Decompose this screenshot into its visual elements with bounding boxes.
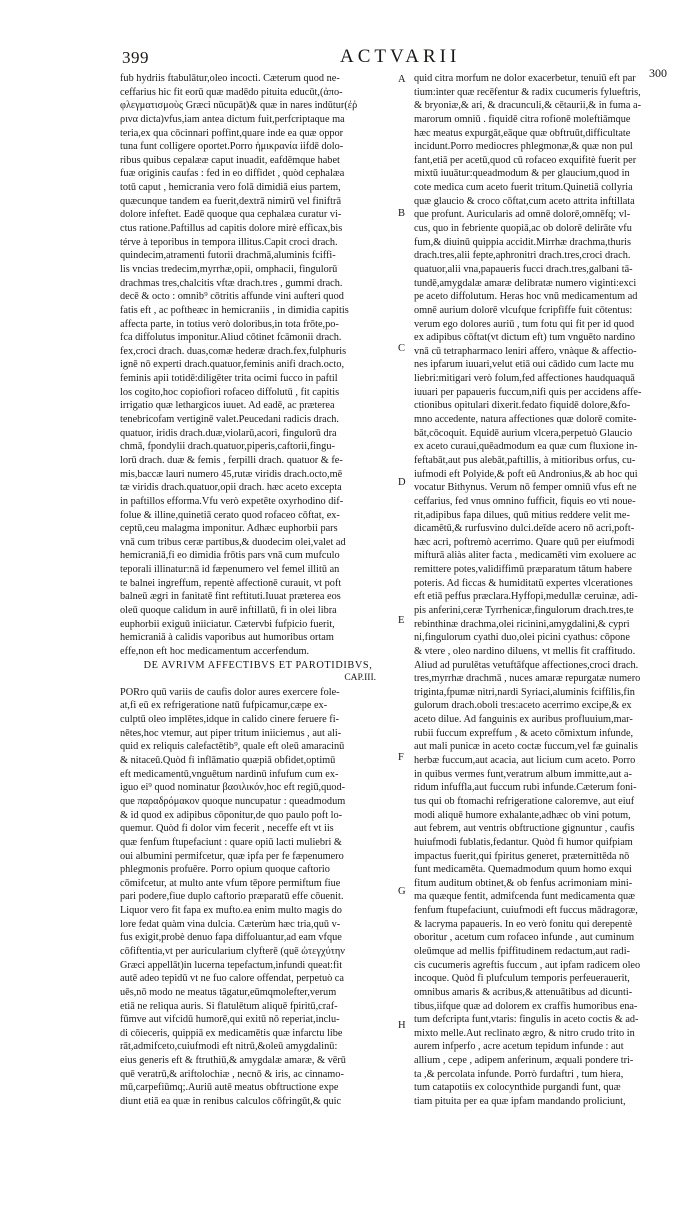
left-column-line: tenebricofam vertiginē valet.Peucedani radicis drach.	[120, 414, 339, 426]
left-column-line: pari podere,fiue duplo caftorio præparatū effe cōuenit.	[120, 891, 344, 903]
right-column-line: omnē aurium dolorē vlcufque fcripfiffe fuit cōtentus:	[414, 304, 633, 316]
right-column-line: ex aceto curaui,quēadmodum ea quæ cum fluxione in-	[414, 441, 638, 453]
right-column-line: huiufmodi fublatis,fedantur. Quòd fi humor quifpiam	[414, 836, 633, 848]
right-column-line: mno accedente, natura affectiones quæ dolorē comite-	[414, 414, 637, 426]
right-column-line: cus, quo in febriente quopiā,ac ob dolorē delirāte vfu	[414, 223, 632, 235]
margin-marker-c: C	[398, 343, 406, 354]
margin-marker-h: H	[398, 1020, 406, 1031]
left-column-line: ceptū,ceu malagma imponitur. Adhæc euphorbii pars	[120, 523, 338, 535]
right-column-line: ceffarius, fed vnus omnino fufficit, fiquis eo vti noue-	[414, 495, 636, 507]
margin-marker-b: B	[398, 208, 406, 219]
right-column-line: verum ego dolores auriū , tum fotu qui fit per id quod	[414, 318, 635, 330]
left-column-line: diunt etiā ea quæ in renibus calculos cōfringūt,& quic	[120, 1096, 342, 1108]
right-column-line: tiam pituita per ea quæ ipfam mandando proliciunt,	[414, 1096, 626, 1108]
right-column-line: quid citra morfum ne dolor exacerbetur, tenuiū eft par	[414, 73, 636, 84]
right-column-line: aurem infperfo , acre acetum tepidum infunde : aut	[414, 1041, 624, 1053]
left-column-line: chmā, fpondylii drach.quatuor,piperis,caftorii,fingu-	[120, 441, 335, 453]
left-column-line: feminis apii totidē:diligēter trita ocimi fucco in paftil	[120, 373, 338, 385]
right-column-line: rubii fuccum expreffum , & aceto cōmixtum infunde,	[414, 727, 634, 739]
left-column-line: PORro quū variis de caufis dolor aures exercere fole-	[120, 686, 340, 698]
left-column-line: CAP.III.	[344, 673, 376, 684]
left-column-line: dolore infeftet. Eadē quoque qua cephalæa curatur vi-	[120, 209, 342, 221]
right-column-line: oleūmque ad mellis fpiffitudinem redactum,aut radi-	[414, 946, 630, 957]
right-column-line: mixto melle.Aut reclinato ægro, & nitro crudo trito in	[414, 1027, 635, 1039]
page-number-right: 300	[649, 66, 667, 80]
right-column-line: herbæ fuccum,aut acacia, aut licium cum aceto. Porro	[414, 755, 636, 767]
right-column-line: drach.tres,alii fepte,aphronitri drach.tres,croci drach.	[414, 250, 631, 262]
right-column-line: ex adipibus cōftat(vt dictum eft) tum vnguēto nardino	[414, 332, 636, 344]
left-column-line: fuæ originis caufas : fed in eo diffidet , quòd cephalæa	[120, 168, 345, 180]
right-column-line: modi aliquē humore exhalante,adhæc ob vini potum,	[414, 809, 631, 821]
left-column-line: fus exigit,probè denuo fapa diffoluantur,ad eam vfque	[120, 932, 342, 944]
left-column-line: phlegmonis profuēre. Porro opium quoque caftorio	[120, 864, 330, 876]
left-column-line: lorū drach. duæ & femis , ferpilli drach. quatuor & fe-	[120, 454, 343, 466]
left-column-line: eft medicamentū,vnguētum nardinū infufum cum ex-	[120, 768, 339, 780]
left-column-line: affecta parte, in totius verò doloribus,in tota frōte,po-	[120, 318, 339, 330]
right-column-line: impactus fuerit,qui fpiritus generet, præternittēda nō	[414, 850, 630, 862]
left-column-line: teporali illinatur:nā id fæpenumero vel femel illitū an	[120, 564, 340, 576]
right-column-line: feftabāt,aut pus alebāt,paftillis, à mitioribus orfus, cu-	[414, 454, 636, 466]
left-column-line: Liquor vero fit fapa ex mufto.ea enim multo magis do	[120, 905, 342, 917]
right-column-line: hæc acri, poftremò acerrimo. Quare quū per eiufmodi	[414, 536, 635, 548]
left-column-line: oui albumini permifcetur, quæ ipfa per fe fæpenumero	[120, 850, 344, 862]
left-column-line: te balnei ingreffum, repentè affectionē curauit, vt poft	[120, 577, 342, 589]
left-column-line: autē adeo tepidū vt ne fuo calore offendat, perpetuò ca	[120, 973, 344, 985]
left-column-line: lis vncias tredecim,myrrhæ,opii, omphacii, fingulorū	[120, 263, 338, 275]
left-column-line: fex,croci drach. duas,comæ hederæ drach.fex,fulphuris	[120, 345, 347, 357]
right-column-line: tundē,amygdalæ amaræ delibratæ numero viginti:exci	[414, 277, 637, 289]
page-number-left: 399	[122, 48, 149, 67]
left-column-line: ribus quibus cepalææ caput inuadit, eafdēmque habet	[120, 154, 340, 166]
right-column-line: fitum auditum obtinet,& ob fenfus acrimoniam mini-	[414, 877, 633, 889]
left-column-line: quæ fenfum ftupefaciunt : quare opiū lacti muliebri &	[120, 836, 342, 848]
right-column-line: fant,etiā per acetū,quod cū rofaceo exquifitè fuerit per	[414, 154, 637, 166]
left-column-line: fūmve aut vifcidū humorē,qui exitū nō reperiat,inclu-	[120, 1014, 340, 1026]
right-column-line: iuuari per papaueris fuccum,nifi quis per accidens affe-	[414, 386, 642, 398]
right-column-line: tibus,iifque quæ ad dolorem ex craffis humoribus ena-	[414, 1000, 638, 1012]
right-column-line: & bryoniæ,& ari, & dracunculi,& cētaurii,& in fuma a-	[414, 100, 642, 112]
left-column-line: totū caput , hemicrania vero folā dimidiā eius partem,	[120, 182, 341, 194]
right-column-line: mixtū iuuātur:queadmodum & per glaucium,quod in	[414, 168, 630, 180]
left-column-line: ignē nō experti drach.quatuor,feminis anifi drach.octo,	[120, 359, 345, 371]
right-column-line: ctionibus opitulari dixerit.fedato fiquidē dolore,&fo-	[414, 400, 631, 412]
left-column-line: di cōieceris, quippiā ex medicamētis quæ infarctu libe	[120, 1027, 343, 1039]
right-column-line: triginta,fpumæ nitri,nardi Syriaci,aluminis fciffilis,fin	[414, 686, 635, 698]
right-column-line: ma quæque fentit, admifcenda funt medicamenta quæ	[414, 891, 636, 903]
right-column-line: incoque. Quòd fi plufculum temporis perfeuerauerit,	[414, 973, 630, 985]
left-column-line: drachmas tres,chalcitis vftæ drach.tres , gummi drach.	[120, 277, 343, 289]
right-column-line: incidunt.Porro mediocres phlegmonæ,& quæ non pul	[414, 141, 633, 153]
right-column-line: tum defcripta funt,vtaris: fingulis in aceto coctis & ad-	[414, 1014, 639, 1026]
left-column-line: hemicraniā,fi eo dimidia frōtis pars vnā cum mufculo	[120, 550, 340, 562]
right-column-line: quatuor,alii vna,papaueris fucci drach.tres,galbani tā-	[414, 263, 633, 275]
left-column-line: irrigatio quæ lethargicos iuuet. Ad eadē, ac præterea	[120, 400, 335, 412]
left-column-line: at,fi eū ex refrigeratione natū fufpicamur,cæpe ex-	[120, 700, 328, 712]
right-column-line: hæc meatus expurgāt,eāque quæ obftruūt,difficultate	[414, 127, 631, 139]
right-column-line: bāt,cōcoquit. Equidē aurium vlcera,perpetuò Glaucio	[414, 427, 633, 439]
right-column-line: ta ,& percolata infunde. Porrò furdaftri , tum hiera,	[414, 1068, 624, 1080]
right-column-line: tum catapotiis ex colocynthide purgandi funt, quæ	[414, 1082, 621, 1094]
left-column-line: & id quod ex adipibus cōponitur,de quo paulo poft lo-	[120, 809, 343, 821]
right-column-line: aut mali punicæ in aceto coctæ fuccum,vel fæ guinalis	[414, 741, 638, 753]
left-column-line: los cogito,hoc copiofiori rofaceo diffolutū , fit capitis	[120, 386, 340, 398]
left-column-line: culptū oleo implētes,idque in calido cinere feruere fi-	[120, 714, 340, 726]
left-column-line: DE AVRIVM AFFECTIBVS ET PAROTIDIBVS,	[143, 659, 373, 671]
margin-marker-a: A	[398, 74, 406, 85]
left-column-line: eius generis eft & ftruthiū,& amygdalæ amaræ, & vērū	[120, 1055, 346, 1067]
right-column-line: pis anferini,ceræ Tyrrhenicæ,fingulorum drach.tres,te	[414, 604, 634, 616]
left-column-line: fub hydriis ftabulātur,oleo incocti. Cæterum quod ne-	[120, 73, 340, 84]
left-column-line: etiā ne reliqua auris. Si flatulētum aliquē fpiritū,craf-	[120, 1000, 338, 1012]
left-column-line: lore fedat quàm vina dulcia. Cæterùm hæc tria,quū v-	[120, 918, 341, 930]
left-column-line: fca diffolutus imponitur.Aliud cōtinet fcāmonii drach.	[120, 332, 342, 344]
right-column-line: iufmodi eft Polyide,& poft eū Andronius,& ab hoc qui	[414, 468, 638, 480]
left-column-line: vnā cum tribus ceræ partibus,& duodecim olei,valet ad	[120, 536, 346, 548]
left-column-line: cōmifcetur, at multo ante vfum tēpore permiftum fiue	[120, 877, 341, 889]
left-column-line: teria,ex qua cōcinnari poffint,quare inde ea quæ oppor	[120, 127, 344, 139]
right-column-line: marorum omniū . fiquidē citra rofionē moleftiāmque	[414, 113, 631, 125]
left-column-line: quæcunque tandem ea fuerit,dextrā nimirū vel finiftrā	[120, 195, 342, 207]
left-column-line: tuna funt colligere oportet.Porro ἡμικρανία iifdē dolo-	[120, 141, 344, 153]
left-column-line: quindecim,atramenti futorii drachmā,aluminis fciffi-	[120, 250, 336, 262]
right-column-line: cote medica cum aceto fuerit tritum.Quinetiā collyria	[414, 182, 633, 194]
left-column-line: balneū ægri in fanitatē fint reftituti.Iuuat præterea eos	[120, 591, 341, 603]
right-column-line: & vtere , oleo nardino diluens, vt mellis fit craffitudo.	[414, 645, 636, 657]
left-column-line: mū,carpefiūmq;.Auriū autē meatus obftructione expe	[120, 1082, 339, 1094]
right-column-line: Aliud ad purulētas vetuftāfque affectiones,croci drach.	[414, 659, 639, 671]
left-text-column	[120, 72, 396, 1109]
left-column-line: nētes,hoc vtemur, aut piper tritum iniiciemus , aut ali-	[120, 727, 342, 739]
right-column-line: fenfum ftupefaciunt, cuiufmodi eft fuccus mādragoræ,	[414, 905, 638, 917]
right-column-line: aut febrem, aut ventris obftructione gignuntur , caufis	[414, 823, 635, 835]
left-column-line: uēs,nō modo ne meatus tāgatur,eūmqmolefter,verum	[120, 986, 337, 998]
right-column-line: ridum infuffla,aut fuccum rubi infunde.Cæterum foni-	[414, 782, 637, 794]
left-column-line: que παραδρόμακον quoque nuncupatur : queadmodum	[120, 795, 346, 807]
left-column-line: fatis eft , ac poftheæc in hemicraniis , in dimidia capitis	[120, 304, 349, 316]
left-column-line: Græci appellāt)in lucerna tepefactum,infundi queat:fit	[120, 959, 343, 971]
right-column-line: tus qui ob ftomachi refrigeratione caloremve, aut eiuf	[414, 795, 635, 807]
right-column-line: dicamētū,& rurfusvino dulci.deīde acero nō acri,poft-	[414, 523, 635, 535]
left-column-line: hemicraniā à calidis vaporibus aut humoribus ortam	[120, 632, 334, 644]
right-column-line: remittere potes,validiffimū præparatum tātum habere	[414, 564, 632, 576]
right-column-line: nes ipfarum iuuari,velut etiā oui cādido cum lacte mu	[414, 359, 634, 371]
right-column-line: que profunt. Auricularis ad omnē dolorē,omnēfq; vl-	[414, 209, 631, 221]
margin-marker-f: F	[398, 752, 404, 763]
right-column-line: tium:inter quæ recēfentur & radix cucumeris fylueftris,	[414, 86, 641, 98]
right-column-line: gulorum drach.oboli tres:aceto acerrimo excipe,& ex	[414, 700, 632, 712]
margin-marker-g: G	[398, 886, 406, 897]
right-column-line: tres,myrrhæ drachmā , nuces amaræ repurgatæ numero	[414, 673, 641, 685]
right-column-line: aceto dilue. Ad fanguinis ex auribus profluuium,mar-	[414, 714, 633, 726]
right-column-line: ni,fingulorum cyathi duo,olei picini cyathus: cōpone	[414, 632, 630, 644]
right-column-line: eft etiā peffus præclara.Hyffopi,medullæ ceruinæ, adi-	[414, 591, 638, 603]
right-column-line: fum,& diuinū quippia accidit.Mirrhæ drachma,thuris	[414, 236, 632, 248]
right-column-line: in quibus vermes funt,veratrum album immitte,aut a-	[414, 768, 632, 780]
right-column-line: quæ glaucio & croco cōftat,cum aceto attrita inftillata	[414, 195, 635, 207]
right-column-line: rit,adipibus fapa dilues, quū mitius reddere velit me-	[414, 509, 630, 521]
left-column-line: quē veratrū,& ariftolochiæ , necnō & iris, ac cinnamo-	[120, 1068, 344, 1080]
left-column-line: oleū quoque calidum in aurē inftillatū, fi in olei libra	[120, 604, 337, 616]
right-column-line: allium , cepe , adipem anferinum, æquali pondere tri-	[414, 1055, 634, 1067]
right-column-line: omnibus amaris & acribus,& attenuātibus ad dicunti-	[414, 986, 633, 998]
right-column-line: cis cucumeris agreftis fuccum , aut ipfam radicem oleo	[414, 959, 641, 971]
left-column-line: ctus ratione.Paftillus ad capitis dolore mirè efficax,bis	[120, 223, 343, 235]
right-column-line: & lacryma papaueris. In eo verò fonitu qui derepentè	[414, 918, 633, 930]
left-column-line: euphorbii exiguū iniiciatur. Cætervbi fufpicio fuerit,	[120, 618, 335, 630]
left-column-line: rāt,admifceto,cuiufmodi eft nitrū,&oleū amygdalinū:	[120, 1041, 338, 1053]
left-column-line: iguo ei⁹ quod nominatur βασιλικόν,hoc eft regiū,quod-	[120, 782, 346, 794]
left-column-line: mis,baccæ lauri numero 45,rutæ viridis drach.octo,mē	[120, 468, 343, 480]
running-title: ACTVARII	[340, 46, 461, 67]
left-column-line: quemur. Quòd fi dolor vim fecerit , neceffe eft vt iis	[120, 823, 334, 835]
margin-marker-e: E	[398, 615, 405, 626]
right-column-line: vocatur Bithynus. Verum nō femper omniū vfus eft ne	[414, 482, 637, 494]
right-column-line: pe aceto diffolutum. Heras hoc vnū medicamentum ad	[414, 291, 638, 303]
left-column-line: quid ex reliquis calefactētib⁹, quale eft oleū amaracinū	[120, 741, 345, 753]
left-column-line: quatuor, iridis drach.duæ,violarū,acori, fingulorū dra	[120, 427, 337, 439]
right-column-line: vnā cū tetrapharmaco leniri affero, vnàque & affectio-	[414, 345, 637, 357]
right-text-column	[414, 72, 684, 1109]
margin-marker-d: D	[398, 477, 406, 488]
right-column-line: poteris. Ad ficcas & humiditatū expertes vlcerationes	[414, 577, 633, 589]
left-column-line: ρινα dicta)vfus,iam antea dictum fuit,perfcriptaque ma	[120, 113, 345, 125]
right-column-line: funt medicamēta. Quemadmodum quum homo exqui	[414, 864, 632, 876]
left-column-line: cōfiftentia,vt per auricularium clyfterē (quē ὠτεγχύτην	[120, 946, 345, 957]
right-column-line: oboritur , acetum cum rofaceo infunde , aut cuminum	[414, 932, 635, 944]
left-column-line: φλεγματισμοὺς Græci nūcupāt)& quæ in nares indūtur(ἐῤ	[120, 100, 358, 112]
left-column-line: & nitaceū.Quòd fi inflāmatio quæpiā obfidet,optimū	[120, 755, 336, 767]
left-column-line: effe,non eft hoc medicamentum accerfendum.	[120, 645, 310, 657]
right-column-line: mifturā aliàs aliter facta , medicamēti vim exoluere ac	[414, 550, 637, 562]
right-column-line: rebinthinæ drachma,olei ricinini,amygdalini,& cypri	[414, 618, 630, 630]
left-column-line: tæ viridis drach.quatuor,opii drach. hæc aceto excepta	[120, 482, 342, 494]
left-column-line: in paftillos efforma.Vfu verò expetēte oxyrhodino dif-	[120, 495, 344, 507]
left-column-line: folue & illine,quinetiā cerato quod rofaceo cōftat, ex-	[120, 509, 340, 521]
left-column-line: decē & octo : omnib⁹ cōtritis affunde vini aufteri quod	[120, 291, 344, 303]
right-column-line: liebri:mitigari verò folum,fed affectiones haudquaquā	[414, 373, 635, 385]
left-column-line: ceffarius hic fit eorū quæ madēdo pituita educūt,(ἀπο-	[120, 86, 343, 98]
left-column-line: térve à teporibus in tempora illitus.Capit croci drach.	[120, 236, 338, 248]
